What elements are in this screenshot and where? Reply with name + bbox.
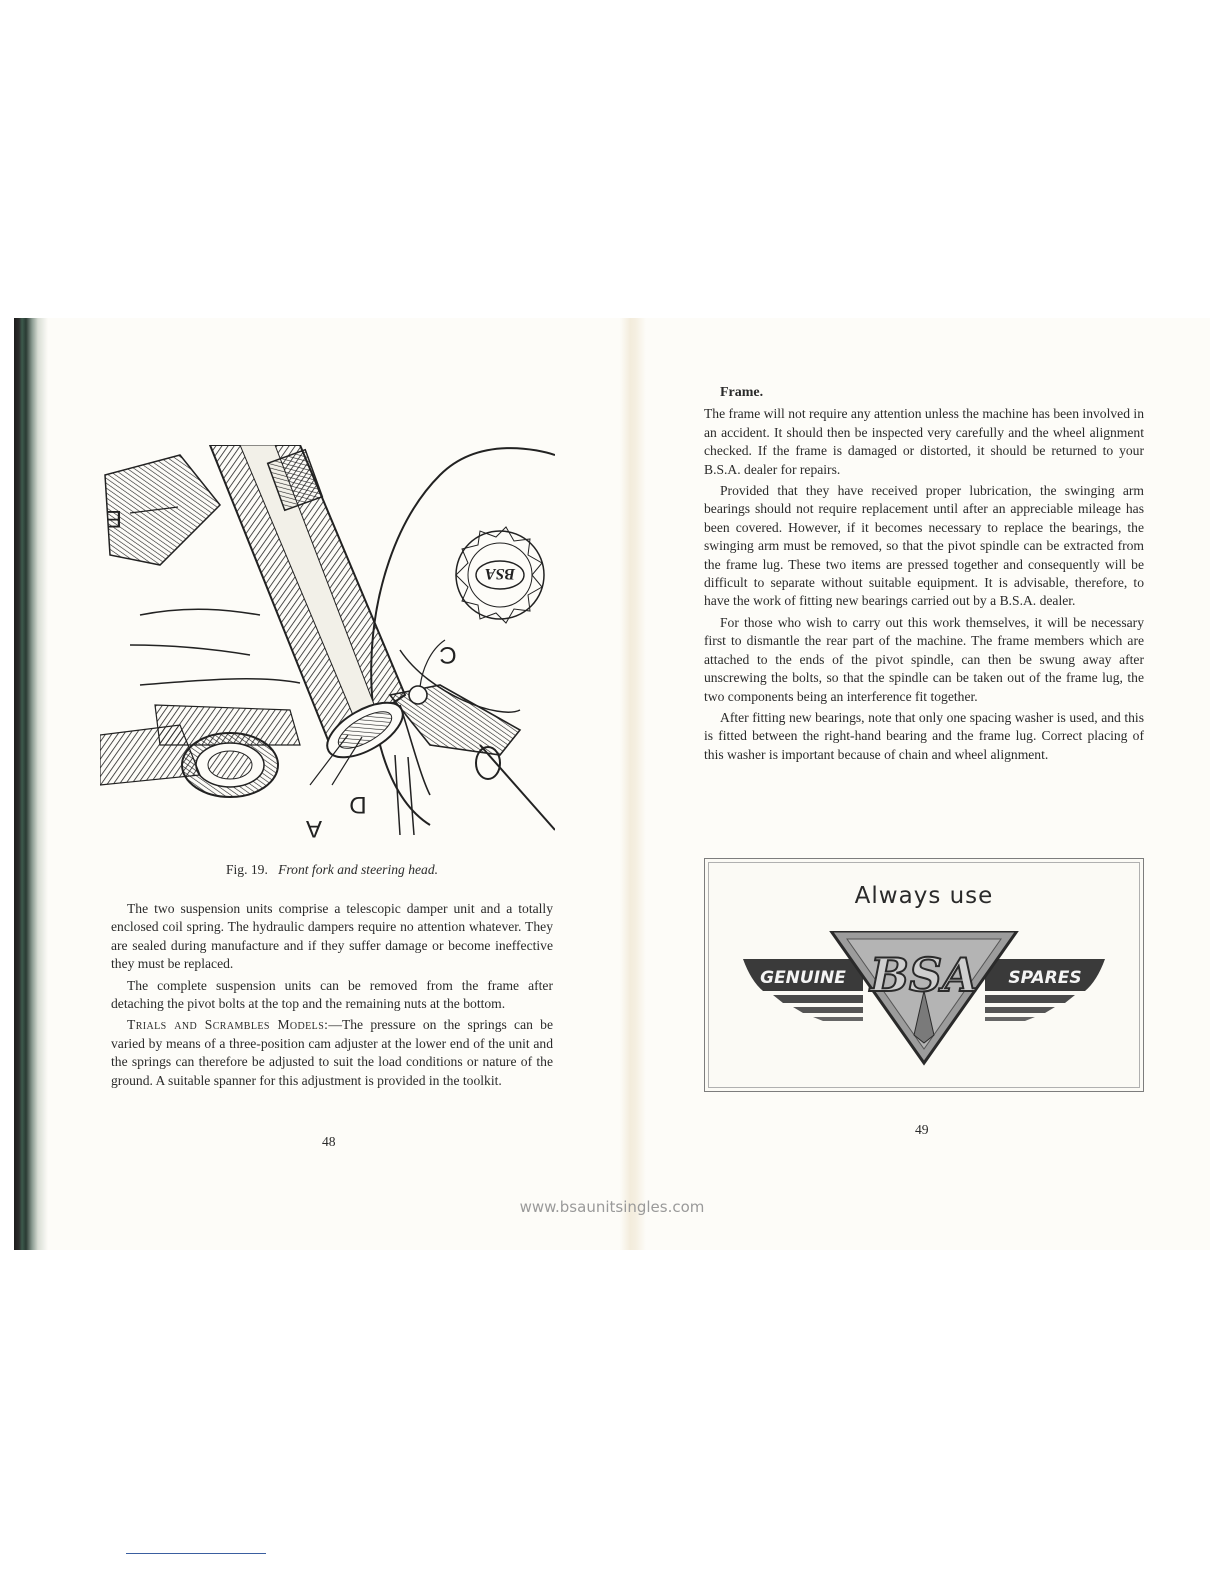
label-c: C <box>439 641 457 668</box>
models-text: —The pressure on the springs can be varied by means of a three-position cam adjuster at the lower end of the unit and the springs can therefore be adjusted to suit the load conditions or nature of the ground. A suitable spanner for this adjustment is provided in the toolkit. <box>111 1017 553 1088</box>
footer-rule <box>126 1553 266 1554</box>
page-number-left: 48 <box>322 1134 336 1149</box>
genuine-word: GENUINE <box>760 968 846 988</box>
label-a: A <box>305 815 323 840</box>
page-gutter <box>620 318 646 1250</box>
website-watermark: www.bsaunitsingles.com <box>519 1198 705 1216</box>
right-page-body <box>704 384 1144 767</box>
left-paragraph-2: The complete suspension units can be removed from the frame after detaching the pivot bolts at the top and the remaining nuts at the bottom. <box>111 977 553 1012</box>
front-fork-illustration <box>100 445 555 840</box>
book-spine-edge <box>14 318 48 1250</box>
figure-caption <box>112 862 552 878</box>
right-paragraph-1: The frame will not require any attention unless the machine has been involved in an accident. It should then be inspected very carefully and the wheel alignment checked. If the frame is damaged or distorted, it should be returned to your B.S.A. dealer for repairs. <box>704 406 1144 477</box>
left-page-body <box>111 900 553 1093</box>
left-paragraph-3 <box>111 1016 553 1090</box>
section-heading: Frame. <box>720 385 764 400</box>
left-paragraph-1: The two suspension units comprise a telescopic damper unit and a totally enclosed coil spring. The hydraulic dampers require no attention whatever. They are sealed during manufacture and if they suffer damage or become ineffective they must be replaced. <box>111 901 553 972</box>
right-paragraph-4: After fitting new bearings, note that only one spacing washer is used, and this is fitted between the right-hand bearing and the frame lug. Correct placing of this washer is important because of chain and wheel alignment. <box>704 709 1144 762</box>
label-e: E <box>105 505 123 532</box>
bsa-badge-icon <box>456 527 544 623</box>
figure-title: Front fork and steering head. <box>278 862 439 877</box>
right-paragraph-2: Provided that they have received proper lubrication, the swinging arm bearings should not require replacement until after an appreciable mileage has been covered. However, if it becomes necessary to replace the bearings, the swinging arm must be removed, so that the pivot spindle can be extracted from the frame lug. These two items are pressed together and consequently will be difficult to separate without suitable equipment. It is advisable, therefore, to have the work of fitting new bearings carried out by a B.S.A. dealer. <box>704 483 1144 609</box>
page-number-right: 49 <box>915 1122 929 1137</box>
genuine-spares-advert <box>704 858 1144 1092</box>
spares-word: SPARES <box>1008 968 1082 988</box>
bsa-brand-word: BSA <box>870 948 978 1002</box>
advert-title: Always use <box>854 883 994 909</box>
label-d: D <box>349 791 367 818</box>
bsa-wings-logo <box>743 931 1105 1069</box>
figure-number: Fig. 19. <box>225 862 268 877</box>
svg-text:BSA: BSA <box>484 565 516 582</box>
right-paragraph-3: For those who wish to carry out this work themselves, it will be necessary first to dismantle the rear part of the machine. The frame members which are attached to the ends of the pivot spindle, can then be swung away after unscrewing the bolts, so that the spindle can be taken out of the frame lug, the two components being an interference fit together. <box>704 614 1144 704</box>
models-label: Trials and Scrambles Models: <box>127 1017 329 1033</box>
